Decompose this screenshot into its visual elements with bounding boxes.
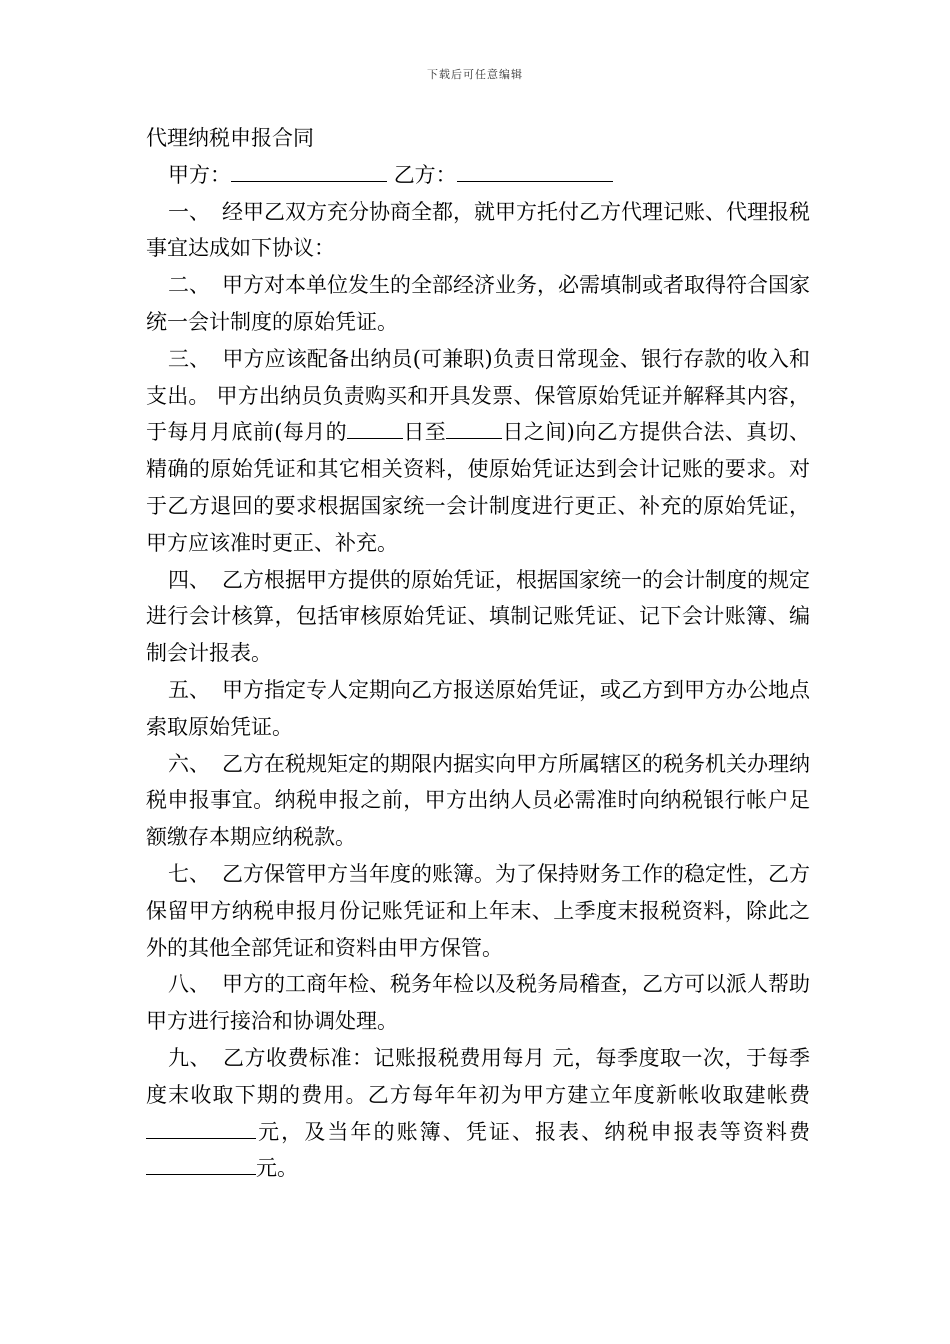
clause-text-part-2: 元，及当年的账簿、凭证、报表、纳税申报表等资料费: [256, 1119, 810, 1144]
document-title: 代理纳税申报合同: [146, 126, 314, 150]
contract-document: [146, 120, 810, 1187]
party-b-label: 乙方：: [393, 162, 457, 187]
clause-1: [146, 194, 810, 268]
clause-text-part-2: 日至: [402, 420, 447, 445]
clause-number: 二、: [168, 273, 210, 298]
clause-number: 六、: [168, 751, 210, 776]
clause-3: [146, 341, 810, 562]
clause-6: [146, 746, 810, 856]
clause-text: 乙方在税规矩定的期限内据实向甲方所属辖区的税务机关办理纳税申报事宜。纳税申报之前，甲方出纳人员必需准时向纳税银行帐户足额缴存本期应纳税款。: [146, 751, 810, 850]
party-a-label: 甲方：: [168, 162, 231, 187]
clause-number: 一、: [168, 199, 210, 224]
clause-text-part-3: 日之间)向乙方提供合法、真切、精确的原始凭证和其它相关资料，使原始凭证达到会计记账的要求。对于乙方退回的要求根据国家统一会计制度进行更正、补充的原始凭证，甲方应该准时更正、补充。: [146, 420, 810, 555]
clause-number: 三、: [168, 346, 211, 371]
clause-4: [146, 562, 810, 672]
party-a-blank: [231, 157, 387, 182]
materials-fee-blank: [146, 1150, 256, 1175]
clause-number: 八、: [168, 972, 210, 997]
party-b-blank: [457, 157, 613, 182]
clause-text: 乙方保管甲方当年度的账簿。为了保持财务工作的稳定性，乙方保留甲方纳税申报月份记账凭证和上年末、上季度末报税资料，除此之外的其他全部凭证和资料由甲方保管。: [146, 861, 810, 960]
clause-text: 乙方根据甲方提供的原始凭证，根据国家统一的会计制度的规定进行会计核算，包括审核原始凭证、填制记账凭证、记下会计账簿、编制会计报表。: [146, 567, 810, 666]
clause-text-part-3: 元。: [256, 1156, 298, 1181]
parties-line: [146, 157, 810, 194]
clause-number: 七、: [168, 861, 210, 886]
clause-text-part-1: 甲方应该配备出纳员(可兼职)负责日常现金、银行存款的收入和支出。 甲方出纳员负责购买和开具发票、保管原始凭证并解释其内容，于每月月底前(每月的: [146, 346, 810, 445]
page-header-note: 下载后可任意编辑: [427, 68, 523, 81]
clause-text: 甲方对本单位发生的全部经济业务，必需填制或者取得符合国家统一会计制度的原始凭证。: [146, 273, 810, 334]
clause-text: 经甲乙双方充分协商全都，就甲方托付乙方代理记账、代理报税事宜达成如下协议：: [146, 199, 810, 261]
clause-number: 五、: [168, 677, 210, 702]
clause-text: 甲方的工商年检、税务年检以及税务局稽查，乙方可以派人帮助甲方进行接洽和协调处理。: [146, 972, 810, 1034]
end-day-blank: [446, 414, 502, 439]
clause-7: [146, 856, 810, 966]
clause-text: 甲方指定专人定期向乙方报送原始凭证，或乙方到甲方办公地点索取原始凭证。: [146, 677, 810, 739]
clause-number: 四、: [168, 567, 210, 592]
clause-text-part-1: 乙方收费标准：记账报税费用每月 元，每季度取一次，于每季度末收取下期的费用。乙方每年年初为甲方建立年度新帐收取建帐费: [146, 1045, 810, 1107]
clause-2: [146, 267, 810, 341]
clause-number: 九、: [168, 1045, 211, 1070]
start-day-blank: [347, 414, 403, 439]
clause-5: [146, 672, 810, 746]
clause-8: [146, 966, 810, 1040]
clause-9: [146, 1040, 810, 1187]
setup-fee-blank: [146, 1114, 256, 1139]
